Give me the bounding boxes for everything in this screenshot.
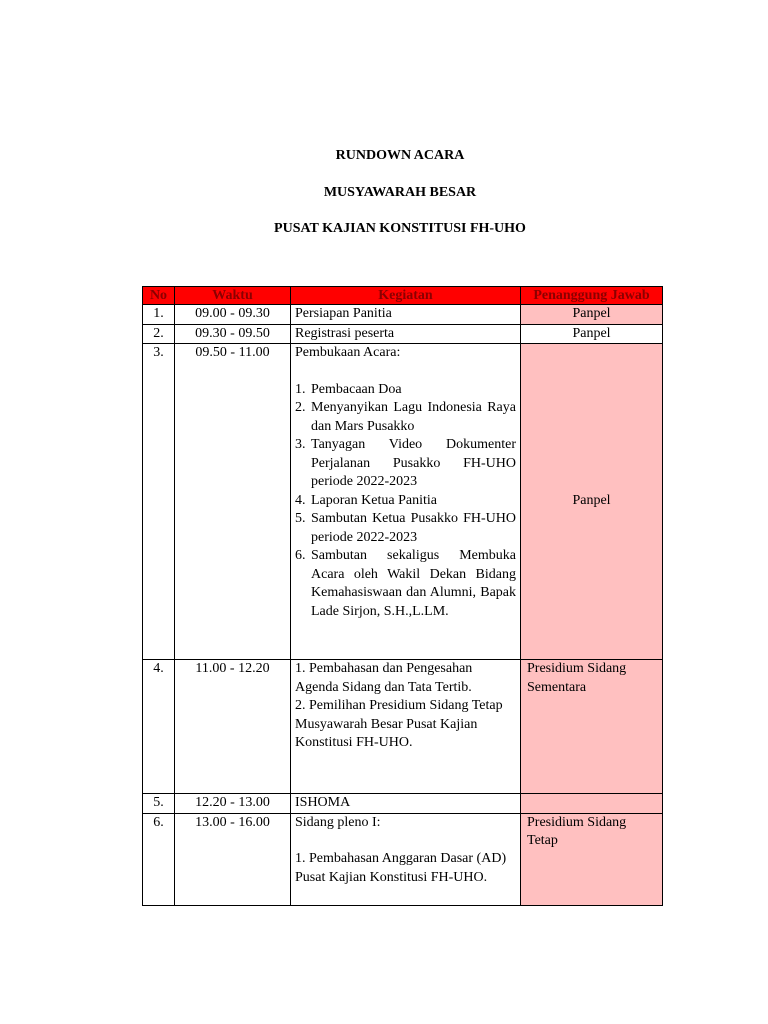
header-activity: Kegiatan [291,287,521,305]
list-item: 1. Pembacaan Doa [295,381,402,397]
table-row [143,660,663,794]
table-row [143,794,663,814]
cell-no: 6. [143,813,175,905]
header-time: Waktu [175,287,291,305]
cell-no: 1. [143,305,175,325]
cell-time: 09.00 - 09.30 [175,305,291,325]
table-row [143,344,663,660]
opening-agenda-list [295,381,516,622]
table-row [143,813,663,905]
cell-activity [291,660,521,794]
cell-activity: ISHOMA [291,794,521,814]
cell-time: 12.20 - 13.00 [175,794,291,814]
cell-no: 4. [143,660,175,794]
cell-no: 3. [143,344,175,660]
list-item: 2. Menyanyikan Lagu Indonesia Raya dan Mars Pusakko [295,400,516,434]
cell-time: 11.00 - 12.20 [175,660,291,794]
list-item: 6. Sambutan sekaligus Membuka Acara oleh Wakil Dekan Bidang Kemahasiswaan dan Alumni, Bapak Lade Sirjon, S.H.,L.LM. [295,548,516,619]
list-item: 3. Tanyagan Video Dokumenter Perjalanan Pusakko FH-UHO periode 2022-2023 [295,437,516,489]
activity-item-2: 2. Pemilihan Presidium Sidang Tetap Musyawarah Besar Pusat Kajian Konstitusi FH-UHO. [295,698,503,750]
activity-item-1: 1. Pembahasan dan Pengesahan Agenda Sidang dan Tata Tertib. [295,661,473,695]
cell-activity: Registrasi peserta [291,324,521,344]
cell-time: 09.50 - 11.00 [175,344,291,660]
cell-no: 5. [143,794,175,814]
title-event: MUSYAWARAH BESAR [323,185,477,200]
list-item: 5. Sambutan Ketua Pusakko FH-UHO periode 2022-2023 [295,511,516,545]
activity-heading: Sidang pleno I: [295,814,381,830]
cell-activity [291,813,521,905]
table-row [143,305,663,325]
cell-responsible: Presidium Sidang Tetap [521,813,663,905]
cell-activity: Persiapan Panitia [291,305,521,325]
title-organization: PUSAT KAJIAN KONSTITUSI FH-UHO [274,221,526,236]
cell-activity [291,344,521,660]
cell-responsible [521,794,663,814]
cell-time: 09.30 - 09.50 [175,324,291,344]
rundown-table [142,286,663,906]
list-item: 4. Laporan Ketua Panitia [295,492,437,508]
cell-responsible: Panpel [521,305,663,325]
activity-heading: Pembukaan Acara: [295,345,401,360]
cell-responsible: Presidium Sidang Sementara [521,660,663,794]
table-row [143,324,663,344]
cell-responsible: Panpel [521,324,663,344]
table-header-row [143,287,663,305]
header-no: No [143,287,175,305]
title-rundown: RUNDOWN ACARA [335,148,465,163]
header-responsible: Penanggung Jawab [521,287,663,305]
activity-item-1: 1. Pembahasan Anggaran Dasar (AD) Pusat Kajian Konstitusi FH-UHO. [295,851,507,885]
cell-responsible: Panpel [521,344,663,660]
cell-time: 13.00 - 16.00 [175,813,291,905]
cell-no: 2. [143,324,175,344]
